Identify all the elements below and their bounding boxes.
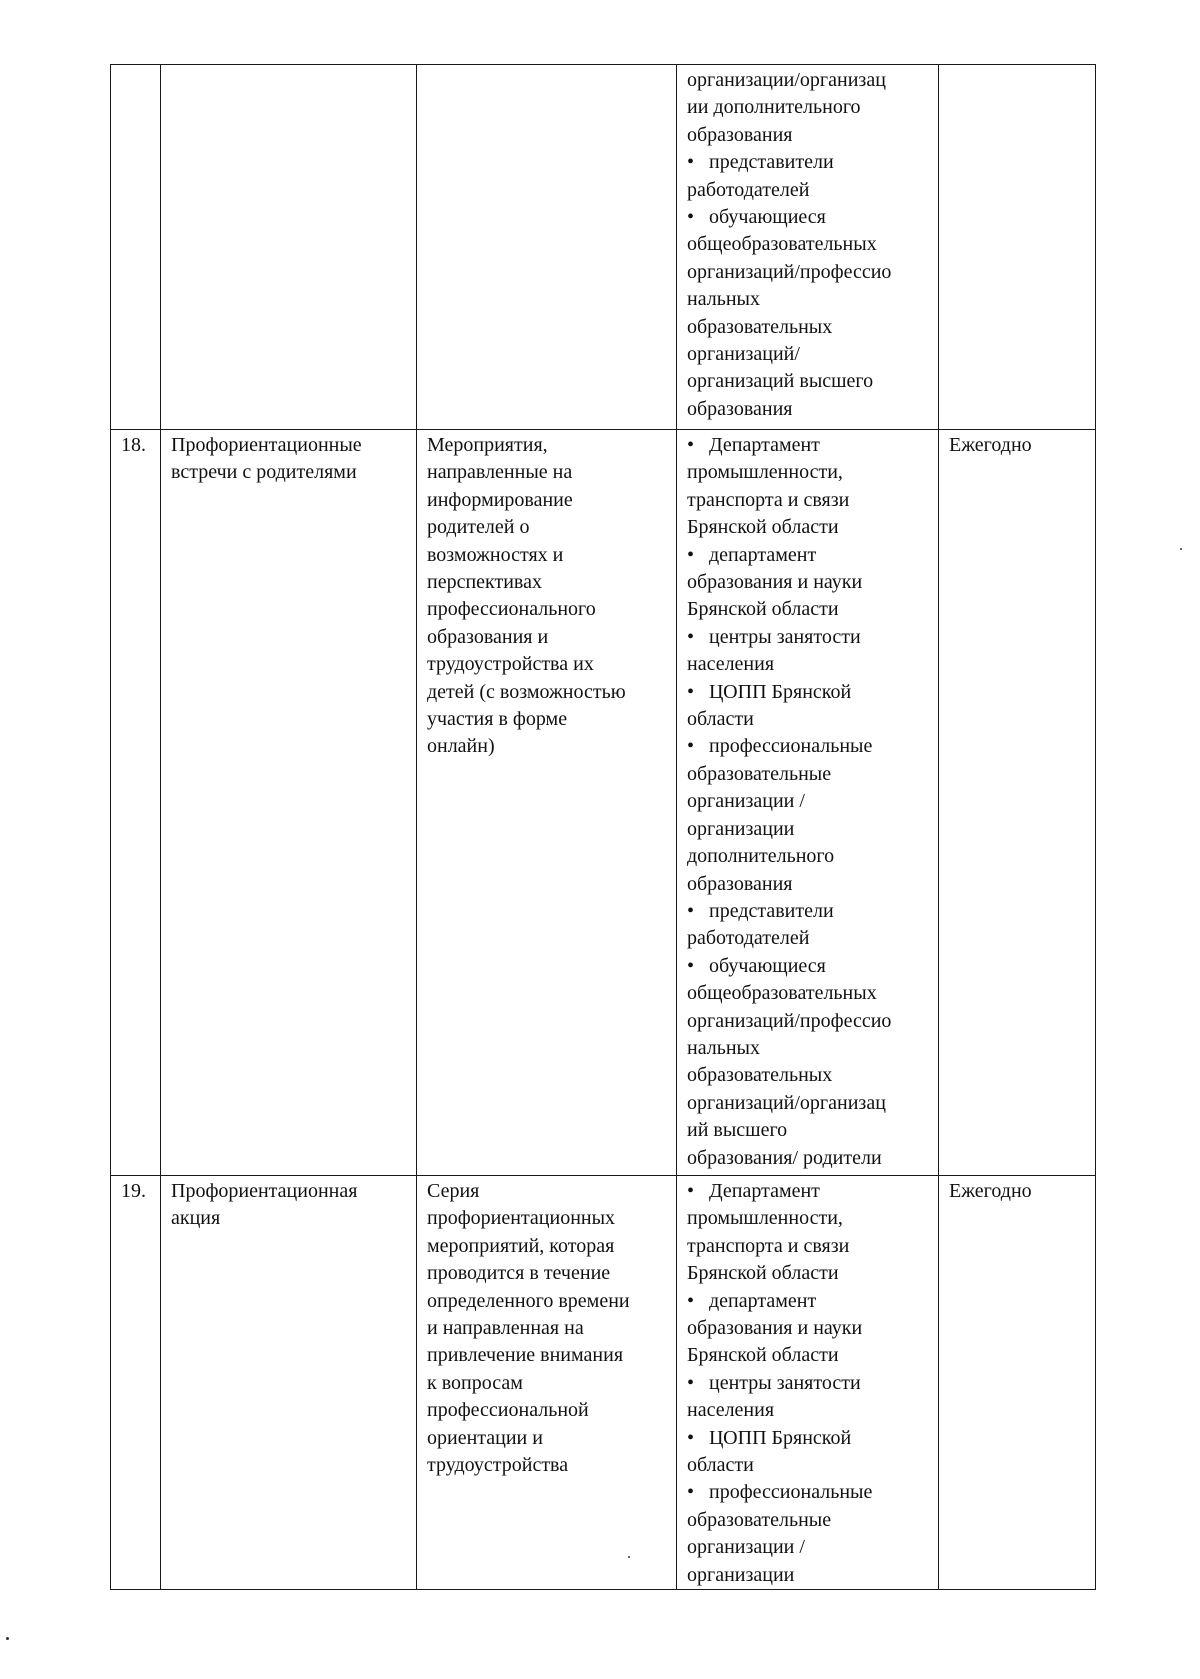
participant-line: организации / [687,790,805,813]
period-cell [939,1176,1096,1590]
participant-line: образования [687,397,793,420]
participant-line: нальных [687,288,760,311]
participant-bullet-line: • Департамент [687,1178,930,1205]
participant-line: образования и науки [687,571,863,594]
participant-line: ий высшего [687,1119,788,1142]
participant-line: образования и науки [687,1317,863,1340]
participant-bullet-line: • ЦОПП Брянской [687,1425,930,1452]
participant-bullet-line: • обучающиеся [687,953,930,980]
participant-line: транспорта и связи [687,488,850,511]
table-row [111,430,1096,1176]
event-name-cell [161,430,417,1176]
row-number-cell [111,65,161,430]
event-name-cell [161,65,417,430]
event-description-line: направленные на [427,461,573,484]
event-description-line: возможностях и [427,543,564,566]
participant-bullet-line: • профессиональные [687,1479,930,1506]
participant-line: области [687,708,754,731]
event-name-cell [161,1176,417,1590]
row-number-cell [111,1176,161,1590]
participant-line: организаций/профессио [687,1009,892,1032]
event-name-line: акция [171,1207,221,1230]
participant-line: Брянской области [687,516,839,539]
participant-line: образовательных [687,315,833,338]
event-description-cell [417,1176,677,1590]
event-name-line: Профориентационные [171,434,362,456]
participant-bullet-line: • центры занятости [687,624,930,651]
participant-bullet-line: • ЦОПП Брянской [687,679,930,706]
event-description-line: привлечение внимания [427,1344,624,1367]
scan-speck [6,1637,9,1640]
participant-line: работодателей [687,927,810,950]
event-name-line: Профориентационная [171,1180,358,1202]
scan-speck [628,1556,630,1558]
participant-line: Брянской области [687,1262,839,1285]
event-description-line: проводится в течение [427,1262,611,1285]
period-text: Ежегодно [949,1180,1032,1202]
participant-line: общеобразовательных [687,982,877,1005]
row-number: 18. [121,434,146,456]
participants-cell [677,1176,939,1590]
participant-line: организации / [687,1536,805,1559]
participant-line: промышленности, [687,1207,843,1230]
period-text: Ежегодно [949,434,1032,456]
participant-line: населения [687,1399,775,1422]
participant-line: населения [687,653,775,676]
event-description-line: трудоустройства их [427,653,594,676]
participant-line: ии дополнительного [687,96,861,119]
event-description-line: профессионального [427,598,596,621]
participant-line: Брянской области [687,598,839,621]
event-description-line: онлайн) [427,735,495,758]
participant-line: образования [687,872,793,895]
participant-line: образовательные [687,762,832,785]
participant-bullet-line: • Департамент [687,432,930,459]
events-table [110,64,1096,1590]
event-description-line: профессиональной [427,1399,589,1422]
event-description-line: информирование [427,488,573,511]
event-name-line: встречи с родителями [171,461,357,484]
participant-line: нальных [687,1036,760,1059]
event-description-line: образования и [427,625,549,648]
participants-cell [677,430,939,1176]
participant-line: транспорта и связи [687,1234,850,1257]
participant-line: образования/ родители [687,1146,882,1169]
event-description-line: Серия [427,1180,480,1202]
participant-bullet-line: • департамент [687,1288,930,1315]
event-description-line: детей (с возможностью [427,680,626,703]
event-description-cell [417,430,677,1176]
participant-bullet-line: • профессиональные [687,733,930,760]
participants-cell [677,65,939,430]
participant-line: образования [687,123,793,146]
event-description-line: к вопросам [427,1371,523,1394]
participant-line: образовательных [687,1064,833,1087]
table-row [111,1176,1096,1590]
event-description-line: родителей о [427,516,530,539]
event-description-line: перспективах [427,571,542,594]
participant-bullet-line: • представители [687,898,930,925]
row-number-cell [111,430,161,1176]
event-description-line: профориентационных [427,1207,616,1230]
participant-line: Брянской области [687,1344,839,1367]
participant-bullet-line: • центры занятости [687,1370,930,1397]
participant-bullet-line: • представители [687,149,930,176]
event-description-line: мероприятий, которая [427,1234,615,1257]
event-description-line: трудоустройства [427,1454,569,1477]
participant-line: области [687,1454,754,1477]
event-description-line: ориентации и [427,1426,543,1449]
participant-line: организаций/профессио [687,260,892,283]
event-description-cell [417,65,677,430]
participant-line: организаций/организац [687,1091,886,1114]
event-description-line: и направленная на [427,1317,584,1340]
scan-speck [1180,548,1182,550]
participant-line: организации [687,817,795,840]
event-description-line: участия в форме [427,708,568,731]
participant-line: общеобразовательных [687,233,877,256]
participant-line: образовательные [687,1508,832,1531]
participant-line: организаций/ [687,343,800,366]
period-cell [939,65,1096,430]
participant-line: организации [687,1563,795,1586]
participant-line: работодателей [687,178,810,201]
participant-line: дополнительного [687,845,835,868]
participant-bullet-line: • департамент [687,542,930,569]
participant-line: промышленности, [687,461,843,484]
table-row [111,65,1096,430]
event-description-line: Мероприятия, [427,434,548,456]
period-cell [939,430,1096,1176]
participant-bullet-line: • обучающиеся [687,204,930,231]
participant-line: организаций высшего [687,370,874,393]
row-number: 19. [121,1180,146,1202]
event-description-line: определенного времени [427,1289,630,1312]
participant-line: организации/организац [687,69,886,91]
